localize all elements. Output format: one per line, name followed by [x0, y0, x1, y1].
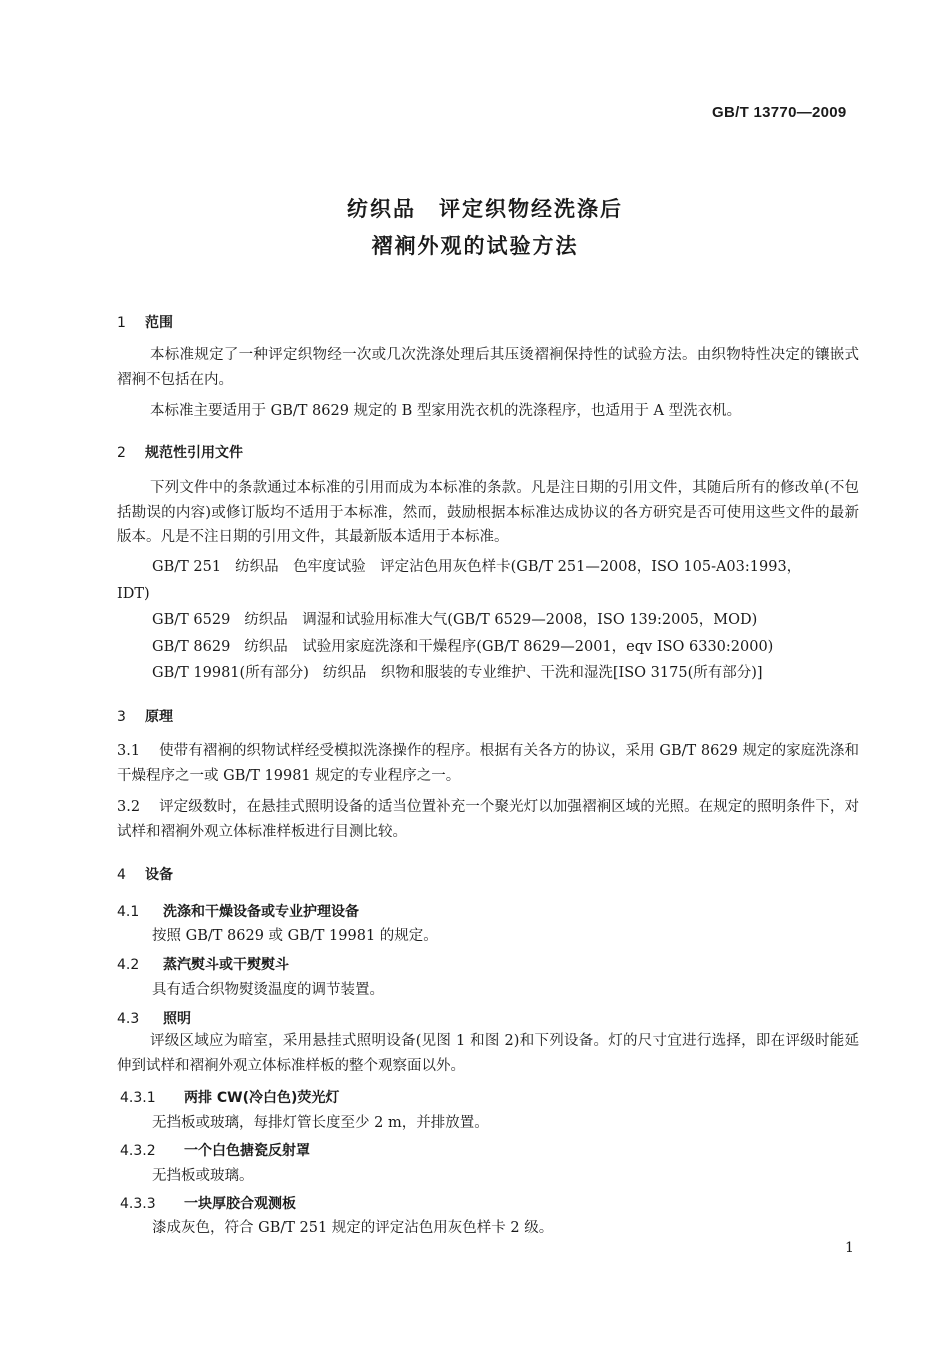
- section-title: 设备: [145, 867, 173, 883]
- clause-number: 3.1: [117, 743, 141, 759]
- section-heading-scope: [117, 312, 173, 332]
- reference-code: GB/T 8629: [152, 639, 231, 655]
- subsection-title: 两排 CW(冷白色)荧光灯: [184, 1090, 340, 1106]
- subsection-number: 4.3.1: [120, 1090, 156, 1106]
- section-title: 原理: [145, 709, 173, 725]
- subsection-number: 4.1: [117, 904, 140, 920]
- section-number: 4: [117, 867, 126, 883]
- reference-item: [152, 608, 864, 633]
- reference-code: GB/T 251: [152, 559, 222, 575]
- references-intro-paragraph: 下列文件中的条款通过本标准的引用而成为本标准的条款。凡是注日期的引用文件，其随后所有的修改单(不包括勘误的内容)或修订版均不适用于本标准，然而，鼓励根据本标准达成协议的各方研究是否可使用这些文件的最新版本。凡是不注日期的引用文件，其最新版本适用于本标准。: [117, 480, 859, 545]
- section-title: 范围: [145, 315, 173, 331]
- reference-text: 纺织品 织物和服装的专业维护、干洗和湿洗[ISO 3175(所有部分)]: [322, 665, 763, 681]
- subsection-heading-4-3-2: [120, 1140, 310, 1160]
- standard-code: GB/T 13770—2009: [712, 104, 847, 121]
- subsection-title: 洗涤和干燥设备或专业护理设备: [163, 904, 359, 920]
- reference-item: [152, 661, 864, 686]
- subsection-text-4-3-3: 漆成灰色，符合 GB/T 251 规定的评定沾色用灰色样卡 2 级。: [152, 1220, 554, 1236]
- section-heading-principle: [117, 706, 173, 726]
- subsection-heading-4-1: [117, 901, 359, 921]
- subsection-number: 4.3.3: [120, 1196, 156, 1212]
- scope-paragraph-2: 本标准主要适用于 GB/T 8629 规定的 B 型家用洗衣机的洗涤程序，也适用于 A 型洗衣机。: [150, 403, 742, 419]
- subsection-heading-4-2: [117, 954, 289, 974]
- reference-item: [152, 555, 864, 580]
- subsection-heading-4-3-1: [120, 1087, 339, 1107]
- principle-clause-3-1: [117, 739, 859, 788]
- scope-paragraph-1: 本标准规定了一种评定织物经一次或几次洗涤处理后其压烫褶裥保持性的试验方法。由织物特性决定的镶嵌式褶裥不包括在内。: [117, 347, 859, 388]
- subsection-title: 一块厚胶合观测板: [184, 1196, 296, 1212]
- reference-code: GB/T 19981(所有部分): [152, 665, 309, 681]
- reference-text: 纺织品 色牢度试验 评定沾色用灰色样卡(GB/T 251—2008，ISO 105-A03:1993，: [235, 559, 802, 575]
- principle-clause-3-2: [117, 795, 859, 844]
- section-number: 1: [117, 315, 126, 331]
- clause-number: 3.2: [117, 799, 141, 815]
- subsection-title: 照明: [163, 1011, 191, 1027]
- clause-text: 评定级数时，在悬挂式照明设备的适当位置补充一个聚光灯以加强褶裥区域的光照。在规定的照明条件下，对试样和褶裥外观立体标准样板进行目测比较。: [117, 799, 859, 840]
- section-number: 2: [117, 445, 126, 461]
- section-number: 3: [117, 709, 126, 725]
- subsection-text-4-3-1: 无挡板或玻璃，每排灯管长度至少 2 m，并排放置。: [152, 1115, 489, 1131]
- subsection-title: 一个白色搪瓷反射罩: [184, 1143, 310, 1159]
- subsection-heading-4-3-3: [120, 1193, 296, 1213]
- subsection-text-4-3-2: 无挡板或玻璃。: [152, 1168, 254, 1184]
- section-title: 规范性引用文件: [145, 445, 243, 461]
- reference-text: 纺织品 试验用家庭洗涤和干燥程序(GB/T 8629—2001，eqv ISO 6330:2000): [244, 639, 774, 655]
- subsection-text-4-2: 具有适合织物熨烫温度的调节装置。: [152, 982, 384, 998]
- subsection-number: 4.3: [117, 1011, 140, 1027]
- subsection-heading-4-3: [117, 1008, 191, 1028]
- subsection-number: 4.3.2: [120, 1143, 156, 1159]
- page-number: 1: [845, 1240, 854, 1256]
- subsection-text-4-3: 评级区域应为暗室，采用悬挂式照明设备(见图 1 和图 2)和下列设备。灯的尺寸宜进行选择，即在评级时能延伸到试样和褶裥外观立体标准样板的整个观察面以外。: [117, 1033, 859, 1074]
- subsection-number: 4.2: [117, 957, 140, 973]
- section-heading-apparatus: [117, 864, 173, 884]
- document-title-line-1: 纺织品 评定织物经洗涤后: [347, 197, 623, 221]
- document-title-line-2: 褶裥外观的试验方法: [371, 234, 579, 258]
- clause-text: 使带有褶裥的织物试样经受模拟洗涤操作的程序。根据有关各方的协议，采用 GB/T 8629 规定的家庭洗涤和干燥程序之一或 GB/T 19981 规定的专业程序之一。: [117, 743, 859, 784]
- section-heading-normative-references: [117, 442, 243, 462]
- subsection-title: 蒸汽熨斗或干熨熨斗: [163, 957, 289, 973]
- reference-text: 纺织品 调湿和试验用标准大气(GB/T 6529—2008，ISO 139:2005，MOD): [244, 612, 758, 628]
- reference-item: [152, 635, 864, 660]
- subsection-text-4-1: 按照 GB/T 8629 或 GB/T 19981 的规定。: [152, 928, 438, 944]
- reference-item-continued: IDT): [117, 586, 150, 602]
- reference-code: GB/T 6529: [152, 612, 231, 628]
